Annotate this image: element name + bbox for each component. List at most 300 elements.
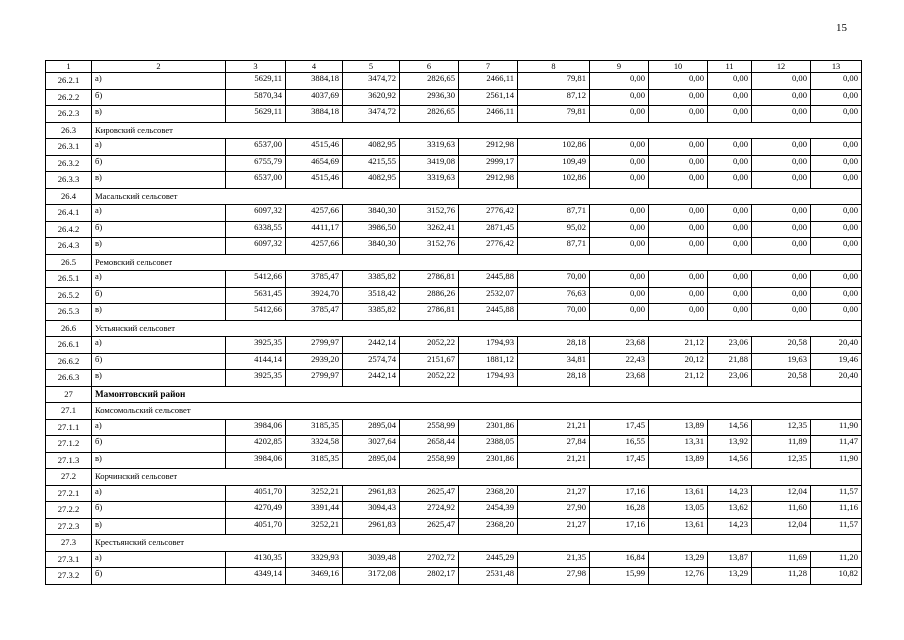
value-cell: 2625,47 [400, 518, 459, 535]
value-cell: 87,71 [518, 238, 590, 255]
value-cell: 28,18 [518, 370, 590, 387]
table-row [46, 337, 862, 354]
value-cell: 20,40 [811, 337, 862, 354]
value-cell: 13,87 [708, 551, 752, 568]
row-code: 26.6.2 [46, 353, 92, 370]
row-code: 26.6.1 [46, 337, 92, 354]
value-cell: 0,00 [649, 155, 708, 172]
value-cell: 2466,11 [459, 73, 518, 90]
value-cell: 3518,42 [343, 287, 400, 304]
region-title: Мамонтовский район [92, 386, 862, 403]
value-cell: 2558,99 [400, 452, 459, 469]
value-cell: 0,00 [752, 271, 811, 288]
column-header: 13 [811, 61, 862, 73]
value-cell: 0,00 [708, 304, 752, 321]
value-cell: 109,49 [518, 155, 590, 172]
value-cell: 0,00 [590, 287, 649, 304]
value-cell: 4515,46 [286, 172, 343, 189]
value-cell: 13,92 [708, 436, 752, 453]
table-row [46, 485, 862, 502]
row-code: 26.2.3 [46, 106, 92, 123]
row-variant: в) [92, 452, 226, 469]
row-code: 27.3.1 [46, 551, 92, 568]
value-cell: 0,00 [752, 73, 811, 90]
value-cell: 0,00 [708, 271, 752, 288]
table-row [46, 106, 862, 123]
value-cell: 0,00 [752, 106, 811, 123]
section-row [46, 122, 862, 139]
section-title: Комсомольский сельсовет [92, 403, 862, 420]
row-code: 26.2.1 [46, 73, 92, 90]
value-cell: 3385,82 [343, 271, 400, 288]
value-cell: 1794,93 [459, 370, 518, 387]
value-cell: 2301,86 [459, 452, 518, 469]
value-cell: 3785,47 [286, 304, 343, 321]
value-cell: 13,89 [649, 419, 708, 436]
section-title: Кировский сельсовет [92, 122, 862, 139]
value-cell: 2724,92 [400, 502, 459, 519]
value-cell: 0,00 [752, 89, 811, 106]
value-cell: 4082,95 [343, 139, 400, 156]
value-cell: 11,89 [752, 436, 811, 453]
value-cell: 6097,32 [226, 205, 286, 222]
value-cell: 0,00 [708, 221, 752, 238]
value-cell: 2786,81 [400, 304, 459, 321]
row-code: 26.4.1 [46, 205, 92, 222]
value-cell: 4270,49 [226, 502, 286, 519]
value-cell: 2799,97 [286, 370, 343, 387]
value-cell: 2558,99 [400, 419, 459, 436]
value-cell: 3984,06 [226, 419, 286, 436]
table-row [46, 89, 862, 106]
value-cell: 0,00 [811, 287, 862, 304]
value-cell: 3469,16 [286, 568, 343, 585]
value-cell: 79,81 [518, 73, 590, 90]
value-cell: 3840,30 [343, 205, 400, 222]
value-cell: 2802,17 [400, 568, 459, 585]
value-cell: 0,00 [811, 238, 862, 255]
value-cell: 3094,43 [343, 502, 400, 519]
value-cell: 19,46 [811, 353, 862, 370]
value-cell: 27,84 [518, 436, 590, 453]
value-cell: 0,00 [590, 89, 649, 106]
value-cell: 11,90 [811, 452, 862, 469]
value-cell: 13,62 [708, 502, 752, 519]
value-cell: 3039,48 [343, 551, 400, 568]
value-cell: 3185,35 [286, 419, 343, 436]
value-cell: 21,88 [708, 353, 752, 370]
table-row [46, 271, 862, 288]
value-cell: 0,00 [811, 221, 862, 238]
value-cell: 0,00 [590, 155, 649, 172]
value-cell: 0,00 [708, 172, 752, 189]
value-cell: 14,56 [708, 452, 752, 469]
value-cell: 0,00 [811, 172, 862, 189]
value-cell: 2561,14 [459, 89, 518, 106]
value-cell: 2388,05 [459, 436, 518, 453]
value-cell: 13,29 [708, 568, 752, 585]
value-cell: 4349,14 [226, 568, 286, 585]
value-cell: 4654,69 [286, 155, 343, 172]
value-cell: 0,00 [649, 287, 708, 304]
value-cell: 5631,45 [226, 287, 286, 304]
value-cell: 70,00 [518, 271, 590, 288]
value-cell: 0,00 [649, 221, 708, 238]
value-cell: 11,69 [752, 551, 811, 568]
value-cell: 22,43 [590, 353, 649, 370]
value-cell: 21,12 [649, 370, 708, 387]
value-cell: 21,21 [518, 419, 590, 436]
row-variant: б) [92, 568, 226, 585]
row-variant: б) [92, 502, 226, 519]
column-header: 7 [459, 61, 518, 73]
value-cell: 28,18 [518, 337, 590, 354]
value-cell: 2895,04 [343, 419, 400, 436]
value-cell: 5629,11 [226, 106, 286, 123]
value-cell: 3840,30 [343, 238, 400, 255]
row-variant: а) [92, 73, 226, 90]
value-cell: 2961,83 [343, 518, 400, 535]
value-cell: 34,81 [518, 353, 590, 370]
value-cell: 2999,17 [459, 155, 518, 172]
value-cell: 2799,97 [286, 337, 343, 354]
value-cell: 19,63 [752, 353, 811, 370]
value-cell: 0,00 [708, 139, 752, 156]
column-header: 8 [518, 61, 590, 73]
value-cell: 2826,65 [400, 106, 459, 123]
table-row [46, 436, 862, 453]
row-variant: в) [92, 370, 226, 387]
value-cell: 4051,70 [226, 518, 286, 535]
value-cell: 4144,14 [226, 353, 286, 370]
value-cell: 11,16 [811, 502, 862, 519]
value-cell: 0,00 [649, 304, 708, 321]
value-cell: 17,45 [590, 419, 649, 436]
row-code: 27.2.3 [46, 518, 92, 535]
row-code: 26.6.3 [46, 370, 92, 387]
table-row [46, 238, 862, 255]
value-cell: 3984,06 [226, 452, 286, 469]
value-cell: 6537,00 [226, 139, 286, 156]
value-cell: 23,06 [708, 370, 752, 387]
value-cell: 6537,00 [226, 172, 286, 189]
table-row [46, 139, 862, 156]
value-cell: 3620,92 [343, 89, 400, 106]
row-code: 26.5.3 [46, 304, 92, 321]
table-row [46, 221, 862, 238]
table-row [46, 205, 862, 222]
value-cell: 0,00 [590, 73, 649, 90]
value-cell: 2826,65 [400, 73, 459, 90]
section-title: Ремовский сельсовет [92, 254, 862, 271]
value-cell: 16,28 [590, 502, 649, 519]
value-cell: 15,99 [590, 568, 649, 585]
value-cell: 0,00 [811, 89, 862, 106]
row-code: 26.5 [46, 254, 92, 271]
table-row [46, 419, 862, 436]
value-cell: 2702,72 [400, 551, 459, 568]
value-cell: 2871,45 [459, 221, 518, 238]
column-header: 11 [708, 61, 752, 73]
table-row [46, 172, 862, 189]
row-code: 26.3.3 [46, 172, 92, 189]
row-variant: б) [92, 89, 226, 106]
value-cell: 0,00 [590, 139, 649, 156]
value-cell: 0,00 [649, 106, 708, 123]
table-row [46, 452, 862, 469]
value-cell: 102,86 [518, 172, 590, 189]
value-cell: 3785,47 [286, 271, 343, 288]
value-cell: 3884,18 [286, 106, 343, 123]
value-cell: 1881,12 [459, 353, 518, 370]
value-cell: 0,00 [752, 221, 811, 238]
value-cell: 0,00 [811, 155, 862, 172]
row-variant: а) [92, 419, 226, 436]
value-cell: 21,35 [518, 551, 590, 568]
value-cell: 2445,88 [459, 271, 518, 288]
column-header: 1 [46, 61, 92, 73]
value-cell: 0,00 [752, 238, 811, 255]
value-cell: 76,63 [518, 287, 590, 304]
value-cell: 6338,55 [226, 221, 286, 238]
header-row [46, 61, 862, 73]
value-cell: 2658,44 [400, 436, 459, 453]
value-cell: 20,12 [649, 353, 708, 370]
value-cell: 0,00 [649, 89, 708, 106]
row-variant: а) [92, 271, 226, 288]
row-variant: в) [92, 238, 226, 255]
column-header: 12 [752, 61, 811, 73]
value-cell: 87,12 [518, 89, 590, 106]
column-header: 5 [343, 61, 400, 73]
value-cell: 2052,22 [400, 337, 459, 354]
value-cell: 12,04 [752, 485, 811, 502]
value-cell: 14,23 [708, 518, 752, 535]
value-cell: 1794,93 [459, 337, 518, 354]
value-cell: 0,00 [811, 304, 862, 321]
page-number: 15 [836, 22, 847, 34]
value-cell: 13,05 [649, 502, 708, 519]
value-cell: 3319,63 [400, 139, 459, 156]
value-cell: 0,00 [811, 106, 862, 123]
value-cell: 17,45 [590, 452, 649, 469]
value-cell: 2532,07 [459, 287, 518, 304]
row-code: 26.5.1 [46, 271, 92, 288]
column-header: 6 [400, 61, 459, 73]
value-cell: 11,60 [752, 502, 811, 519]
data-table [45, 60, 862, 585]
value-cell: 5870,34 [226, 89, 286, 106]
row-variant: б) [92, 353, 226, 370]
table-row [46, 551, 862, 568]
value-cell: 2368,20 [459, 485, 518, 502]
value-cell: 20,58 [752, 370, 811, 387]
row-code: 27.1.2 [46, 436, 92, 453]
value-cell: 4215,55 [343, 155, 400, 172]
table-row [46, 73, 862, 90]
section-row [46, 469, 862, 486]
value-cell: 0,00 [649, 73, 708, 90]
value-cell: 2912,98 [459, 172, 518, 189]
value-cell: 0,00 [752, 172, 811, 189]
value-cell: 0,00 [811, 271, 862, 288]
value-cell: 2454,39 [459, 502, 518, 519]
value-cell: 2786,81 [400, 271, 459, 288]
table-row [46, 353, 862, 370]
value-cell: 2442,14 [343, 370, 400, 387]
row-code: 26.4.3 [46, 238, 92, 255]
value-cell: 0,00 [708, 287, 752, 304]
value-cell: 21,12 [649, 337, 708, 354]
section-row [46, 254, 862, 271]
value-cell: 0,00 [649, 238, 708, 255]
value-cell: 70,00 [518, 304, 590, 321]
row-variant: в) [92, 304, 226, 321]
value-cell: 3262,41 [400, 221, 459, 238]
value-cell: 0,00 [649, 172, 708, 189]
value-cell: 21,27 [518, 485, 590, 502]
value-cell: 5629,11 [226, 73, 286, 90]
value-cell: 3329,93 [286, 551, 343, 568]
value-cell: 0,00 [752, 205, 811, 222]
value-cell: 13,61 [649, 518, 708, 535]
row-code: 26.4.2 [46, 221, 92, 238]
value-cell: 4257,66 [286, 205, 343, 222]
value-cell: 11,57 [811, 518, 862, 535]
value-cell: 0,00 [811, 139, 862, 156]
value-cell: 0,00 [590, 106, 649, 123]
value-cell: 12,35 [752, 452, 811, 469]
value-cell: 14,56 [708, 419, 752, 436]
value-cell: 17,16 [590, 485, 649, 502]
value-cell: 0,00 [752, 155, 811, 172]
value-cell: 79,81 [518, 106, 590, 123]
value-cell: 0,00 [752, 139, 811, 156]
value-cell: 4051,70 [226, 485, 286, 502]
row-code: 27.1.3 [46, 452, 92, 469]
table-row [46, 502, 862, 519]
value-cell: 3924,70 [286, 287, 343, 304]
column-header: 4 [286, 61, 343, 73]
value-cell: 2912,98 [459, 139, 518, 156]
value-cell: 0,00 [708, 106, 752, 123]
value-cell: 2466,11 [459, 106, 518, 123]
row-variant: б) [92, 221, 226, 238]
value-cell: 2625,47 [400, 485, 459, 502]
value-cell: 11,28 [752, 568, 811, 585]
value-cell: 2368,20 [459, 518, 518, 535]
value-cell: 20,58 [752, 337, 811, 354]
value-cell: 3474,72 [343, 73, 400, 90]
value-cell: 0,00 [708, 155, 752, 172]
row-code: 27.1.1 [46, 419, 92, 436]
value-cell: 2776,42 [459, 205, 518, 222]
section-title: Устьянский сельсовет [92, 320, 862, 337]
row-variant: а) [92, 205, 226, 222]
value-cell: 17,16 [590, 518, 649, 535]
value-cell: 3152,76 [400, 238, 459, 255]
value-cell: 5412,66 [226, 304, 286, 321]
value-cell: 2052,22 [400, 370, 459, 387]
column-header: 2 [92, 61, 226, 73]
section-title: Крестьянский сельсовет [92, 535, 862, 552]
row-code: 26.6 [46, 320, 92, 337]
column-header: 9 [590, 61, 649, 73]
value-cell: 2301,86 [459, 419, 518, 436]
table-row [46, 518, 862, 535]
value-cell: 4515,46 [286, 139, 343, 156]
value-cell: 0,00 [752, 304, 811, 321]
value-cell: 21,27 [518, 518, 590, 535]
table-row [46, 370, 862, 387]
table-row [46, 155, 862, 172]
value-cell: 3185,35 [286, 452, 343, 469]
value-cell: 3319,63 [400, 172, 459, 189]
column-header: 10 [649, 61, 708, 73]
value-cell: 0,00 [590, 172, 649, 189]
value-cell: 2776,42 [459, 238, 518, 255]
value-cell: 3172,08 [343, 568, 400, 585]
value-cell: 0,00 [590, 238, 649, 255]
row-variant: а) [92, 485, 226, 502]
value-cell: 3986,50 [343, 221, 400, 238]
row-code: 26.3.2 [46, 155, 92, 172]
row-variant: а) [92, 139, 226, 156]
row-code: 26.2.2 [46, 89, 92, 106]
value-cell: 4257,66 [286, 238, 343, 255]
value-cell: 4411,17 [286, 221, 343, 238]
row-code: 26.4 [46, 188, 92, 205]
value-cell: 4037,69 [286, 89, 343, 106]
value-cell: 0,00 [590, 205, 649, 222]
row-variant: б) [92, 287, 226, 304]
value-cell: 23,68 [590, 337, 649, 354]
row-variant: в) [92, 172, 226, 189]
row-code: 26.5.2 [46, 287, 92, 304]
row-code: 27 [46, 386, 92, 403]
value-cell: 0,00 [590, 304, 649, 321]
value-cell: 3385,82 [343, 304, 400, 321]
value-cell: 4202,85 [226, 436, 286, 453]
row-variant: в) [92, 106, 226, 123]
row-variant: а) [92, 551, 226, 568]
value-cell: 0,00 [649, 139, 708, 156]
value-cell: 2886,26 [400, 287, 459, 304]
value-cell: 2531,48 [459, 568, 518, 585]
value-cell: 13,31 [649, 436, 708, 453]
value-cell: 2936,30 [400, 89, 459, 106]
value-cell: 2574,74 [343, 353, 400, 370]
value-cell: 0,00 [649, 205, 708, 222]
row-variant: в) [92, 518, 226, 535]
column-header: 3 [226, 61, 286, 73]
row-code: 26.3.1 [46, 139, 92, 156]
row-code: 27.3 [46, 535, 92, 552]
value-cell: 0,00 [811, 205, 862, 222]
value-cell: 3252,21 [286, 485, 343, 502]
value-cell: 13,61 [649, 485, 708, 502]
value-cell: 3152,76 [400, 205, 459, 222]
row-variant: б) [92, 155, 226, 172]
value-cell: 11,47 [811, 436, 862, 453]
row-code: 27.1 [46, 403, 92, 420]
value-cell: 0,00 [590, 221, 649, 238]
row-code: 27.2.2 [46, 502, 92, 519]
value-cell: 3419,08 [400, 155, 459, 172]
value-cell: 4130,35 [226, 551, 286, 568]
value-cell: 0,00 [708, 205, 752, 222]
row-code: 27.2 [46, 469, 92, 486]
